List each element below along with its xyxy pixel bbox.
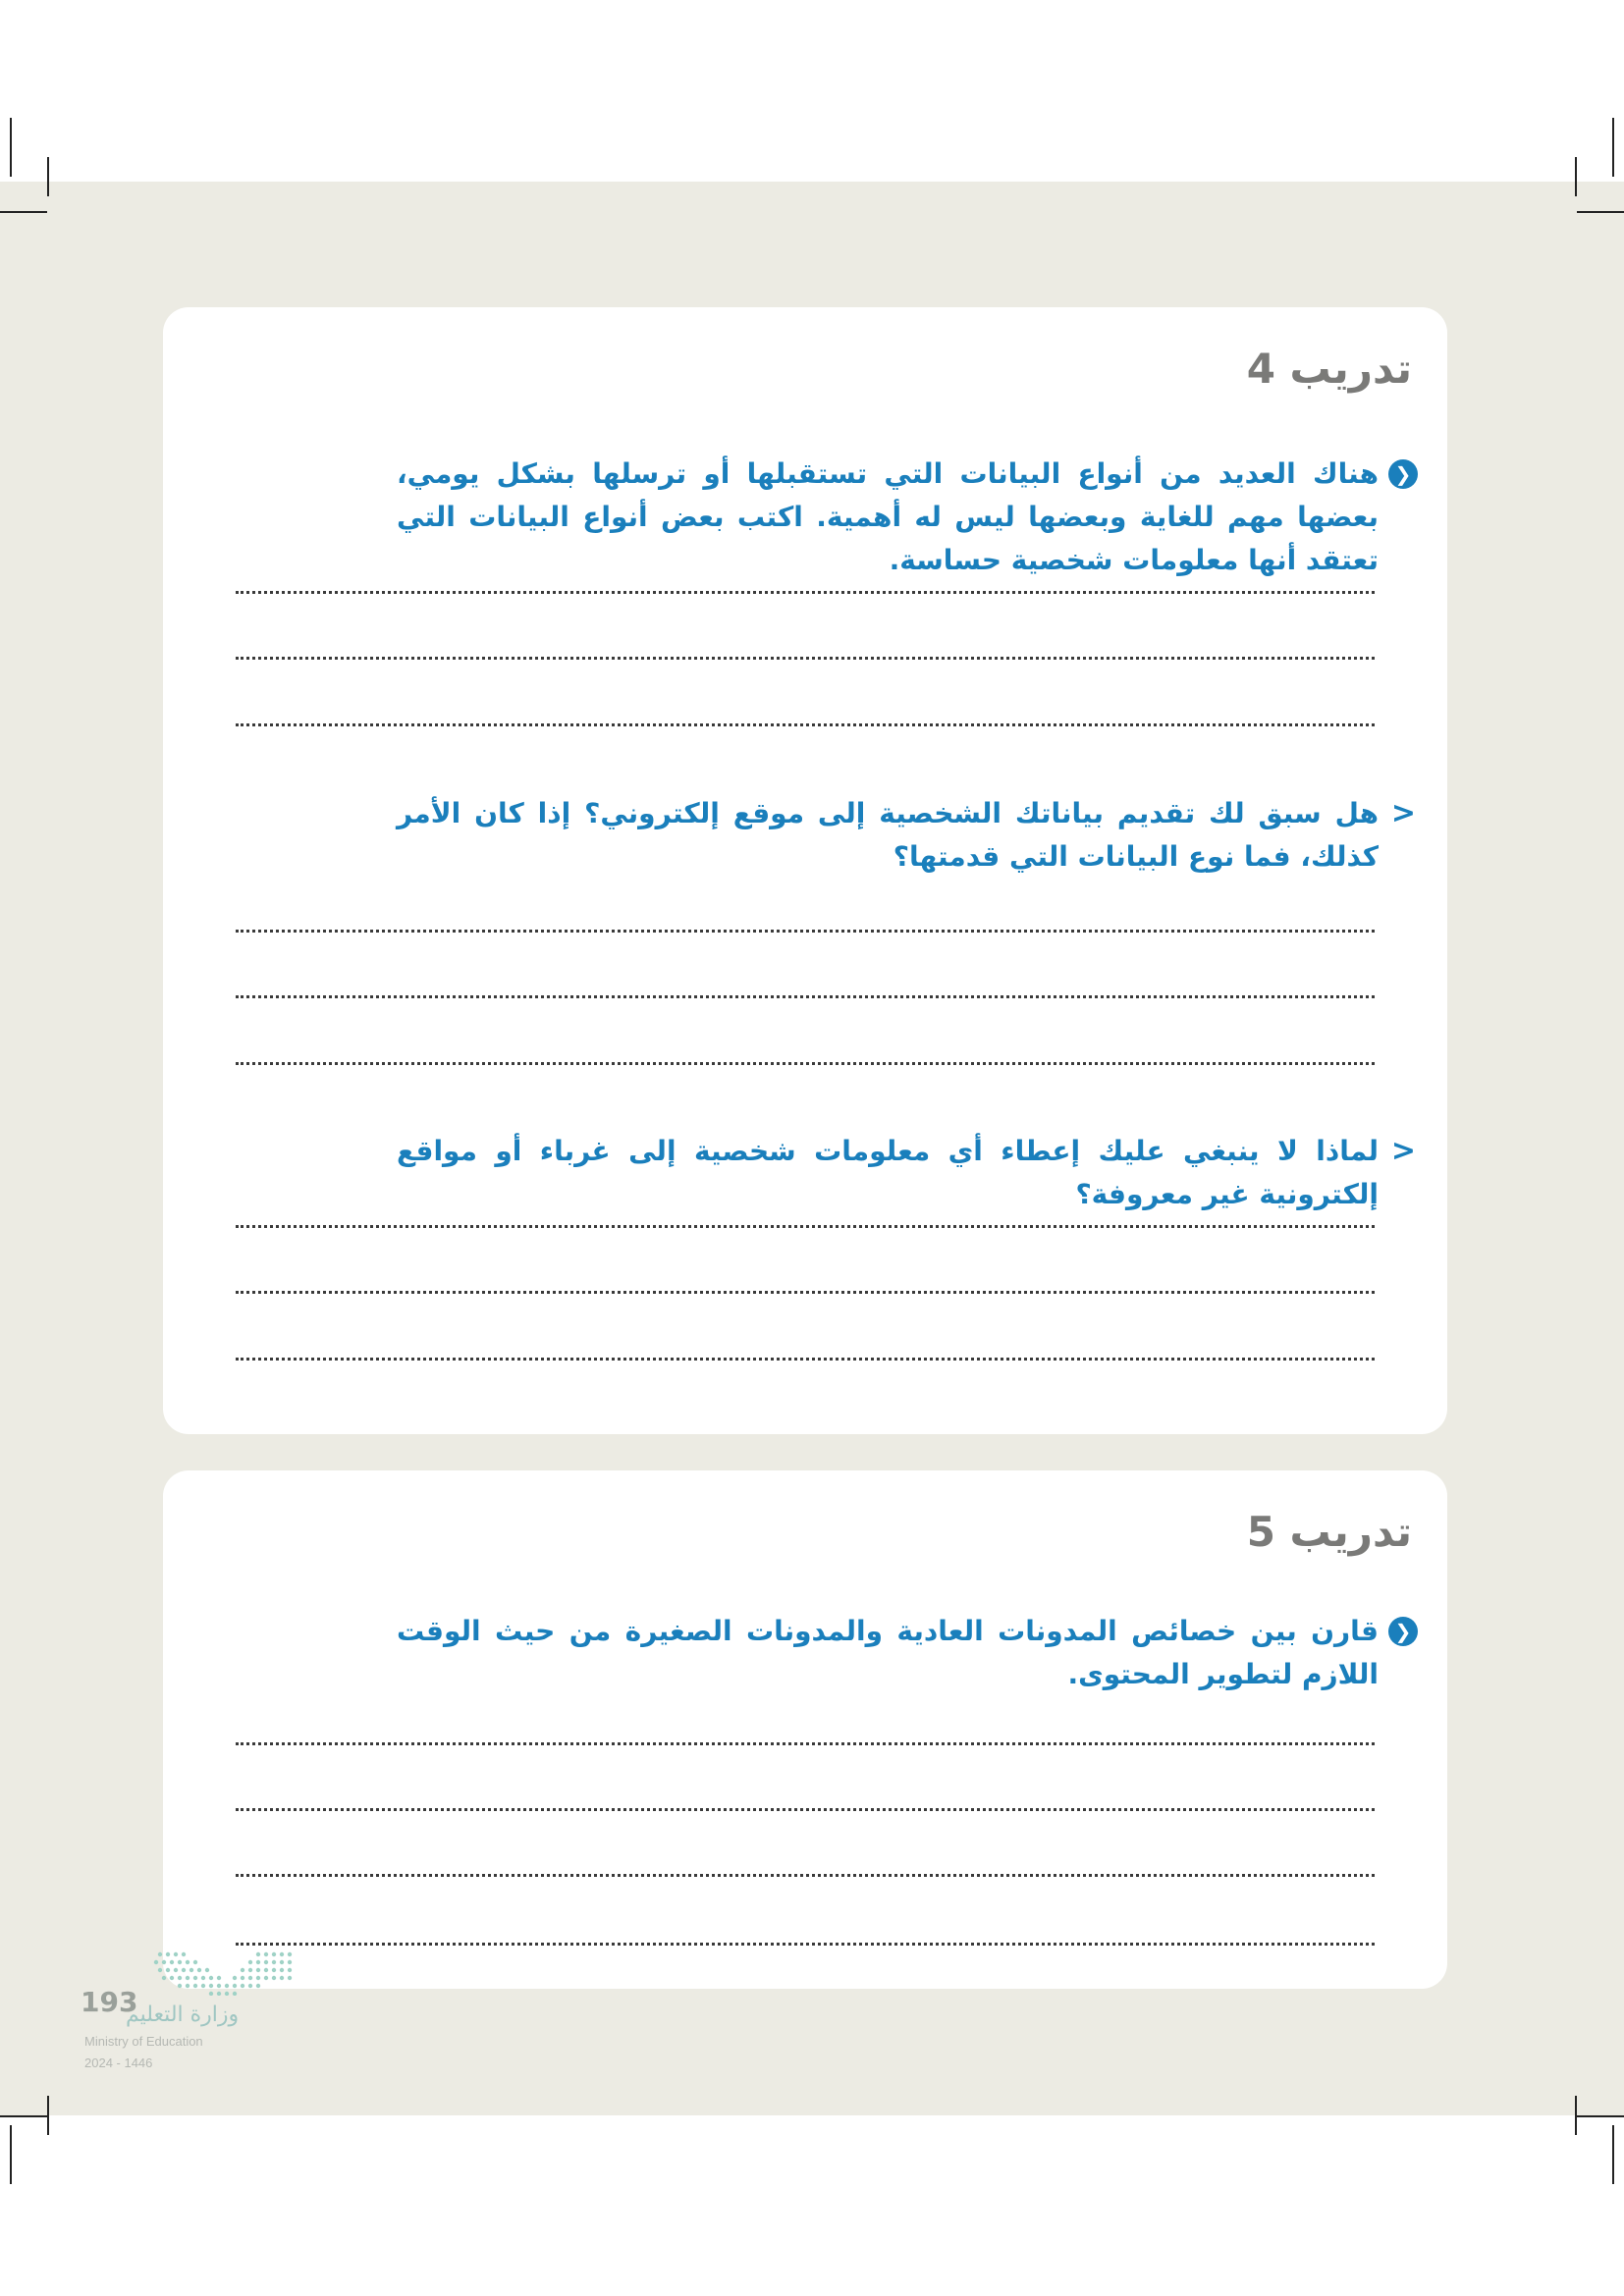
answer-line[interactable] bbox=[236, 995, 1375, 998]
crop-mark bbox=[47, 2096, 49, 2135]
ministry-name-english: Ministry of Education bbox=[84, 2034, 203, 2049]
crop-mark bbox=[1612, 118, 1614, 177]
answer-line[interactable] bbox=[236, 1062, 1375, 1065]
page-number: 193 bbox=[81, 1986, 138, 2018]
crop-mark bbox=[1577, 211, 1624, 213]
crop-mark bbox=[1612, 2125, 1614, 2184]
question-text: هل سبق لك تقديم بياناتك الشخصية إلى موقع إلكتروني؟ إذا كان الأمر كذلك، فما نوع البيانات التي قدمتها؟ bbox=[397, 797, 1379, 873]
exercise-4-title: تدريب 4 bbox=[1246, 345, 1412, 393]
chevron-icon: < bbox=[1390, 796, 1416, 830]
answer-line[interactable] bbox=[236, 1291, 1375, 1294]
exercise-4-question-1 bbox=[397, 453, 1412, 582]
circle-chevron-icon: ❮ bbox=[1388, 1617, 1418, 1646]
crop-mark bbox=[0, 2115, 47, 2117]
crop-mark bbox=[1575, 157, 1577, 196]
chevron-icon: < bbox=[1390, 1134, 1416, 1168]
answer-line[interactable] bbox=[236, 1808, 1375, 1811]
answer-line[interactable] bbox=[236, 1225, 1375, 1228]
exercise-4-question-3 bbox=[397, 1130, 1416, 1216]
answer-line[interactable] bbox=[236, 1358, 1375, 1361]
crop-mark bbox=[47, 157, 49, 196]
question-text: قارن بين خصائص المدونات العادية والمدونات الصغيرة من حيث الوقت اللازم لتطوير المحتوى. bbox=[397, 1615, 1379, 1690]
exercise-5-question-1 bbox=[397, 1610, 1412, 1696]
edition-year: 2024 - 1446 bbox=[84, 2056, 153, 2070]
crop-mark bbox=[0, 211, 47, 213]
crop-mark bbox=[1577, 2115, 1624, 2117]
question-text: لماذا لا ينبغي عليك إعطاء أي معلومات شخصية إلى غرباء أو مواقع إلكترونية غير معروفة؟ bbox=[397, 1135, 1379, 1210]
ministry-name-arabic: وزارة التعليم bbox=[126, 2002, 240, 2027]
exercise-4-question-2 bbox=[397, 792, 1416, 879]
exercise-5-card bbox=[163, 1470, 1447, 1989]
crop-mark bbox=[10, 2125, 12, 2184]
exercise-5-title: تدريب 5 bbox=[1246, 1508, 1412, 1556]
answer-line[interactable] bbox=[236, 1874, 1375, 1877]
question-text: هناك العديد من أنواع البيانات التي تستقبلها أو ترسلها بشكل يومي، بعضها مهم للغاية وبعضها ليس له أهمية. اكتب بعض أنواع البيانات التي تعتقد أنها معلومات شخصية حساسة. bbox=[397, 457, 1379, 576]
exercise-4-card bbox=[163, 307, 1447, 1434]
crop-mark bbox=[1575, 2096, 1577, 2135]
answer-line[interactable] bbox=[236, 723, 1375, 726]
circle-chevron-icon: ❮ bbox=[1388, 459, 1418, 489]
answer-line[interactable] bbox=[236, 930, 1375, 933]
answer-line[interactable] bbox=[236, 591, 1375, 594]
answer-line[interactable] bbox=[236, 1742, 1375, 1745]
ministry-logo-pattern-icon bbox=[152, 1949, 299, 1996]
crop-mark bbox=[10, 118, 12, 177]
answer-line[interactable] bbox=[236, 1943, 1375, 1946]
answer-line[interactable] bbox=[236, 657, 1375, 660]
